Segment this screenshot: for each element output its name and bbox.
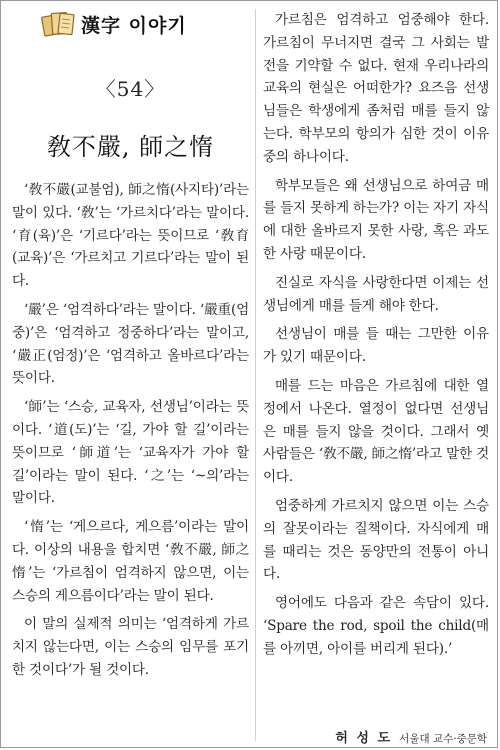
column-number: 〈54〉: [95, 77, 166, 101]
column-title: 漢字 이야기: [81, 14, 187, 37]
headline: 敎不嚴, 師之惰: [46, 133, 215, 161]
paragraph: 이 말의 실제적 의미는 ‘엄격하게 가르치지 않는다면, 이는 스승의 임무를 포기한 것이다’가 될 것이다.: [12, 616, 249, 678]
paragraph: ‘嚴’은 ‘엄격하다’라는 말이다. ‘嚴重(엄중)’은 ‘엄격하고 정중하다’라는 말이고, ‘嚴正(엄정)’은 ‘엄격하고 올바르다’라는 뜻이다.: [12, 301, 249, 387]
author-affiliation: 서울대 교수·중문학: [399, 733, 487, 745]
paragraph: 매를 드는 마음은 가르침에 대한 열정에서 나온다. 열정이 없다면 선생님은 매를 들지 않을 것이다. 그래서 옛 사람들은 ‘敎不嚴, 師之惰’라고 말한 것이다.: [263, 377, 489, 486]
byline: [335, 727, 487, 746]
left-body: [12, 179, 249, 688]
right-column: [263, 9, 489, 744]
left-column: [12, 9, 249, 744]
paragraph: 가르침은 엄격하고 엄중해야 한다. 가르침이 무너지면 결국 그 사회는 발전을 기약할 수 없다. 현재 우리나라의 교육의 현실은 어떠한가? 요즈음 선생님들은 학생에게 좀처럼 매를 들지 않는다. 학부모의 항의가 심한 것이 이유 중의 하나이다.: [263, 12, 489, 165]
paragraph: 선생님이 매를 들 때는 그만한 이유가 있기 때문이다.: [263, 326, 489, 366]
paragraph: 진실로 자식을 사랑한다면 이제는 선생님에게 매를 들게 해야 한다.: [263, 274, 489, 314]
paragraph: ‘敎不嚴(교불엄), 師之惰(사지타)’라는 말이 있다. ‘敎’는 ‘가르치다’라는 말이다. ‘育(육)’은 ‘기르다’라는 뜻이므로 ‘敎育(교육)’은 ‘가르치고 기르다’라는 말이 된다.: [12, 182, 249, 290]
paragraph: ‘惰’는 ‘게으르다, 게으름’이라는 말이다. 이상의 내용을 합치면 ‘敎不嚴, 師之惰’는 ‘가르침이 엄격하지 않으면, 이는 스승의 게으름이다’라는 말이 된다.: [12, 519, 249, 604]
column-divider: [255, 9, 256, 741]
right-body: [263, 9, 489, 667]
author-name: 허 성 도: [335, 731, 393, 746]
paragraph: ‘師’는 ‘스승, 교육자, 선생님’이라는 뜻이다. ‘道(도)’는 ‘길, 가야 할 길’이라는 뜻이므로 ‘師道’는 ‘교육자가 가야 할 길’이라는 말이 된다. ‘之’는 ‘~의’라는 말이다.: [12, 399, 249, 507]
paragraph: 엄중하게 가르치지 않으면 이는 스승의 잘못이라는 질책이다. 자식에게 매를 때리는 것은 동양만의 전통이 아니다.: [263, 497, 489, 583]
paragraph: 학부모들은 왜 선생님으로 하여금 매를 들지 못하게 하는가? 이는 자기 자식에 대한 올바르지 못한 사랑, 혹은 과도한 사랑 때문이다.: [263, 177, 489, 262]
paragraph: 영어에도 다음과 같은 속담이 있다. ‘Spare the rod, spoil the child(매를 아끼면, 아이를 버리게 된다).’: [263, 595, 489, 657]
